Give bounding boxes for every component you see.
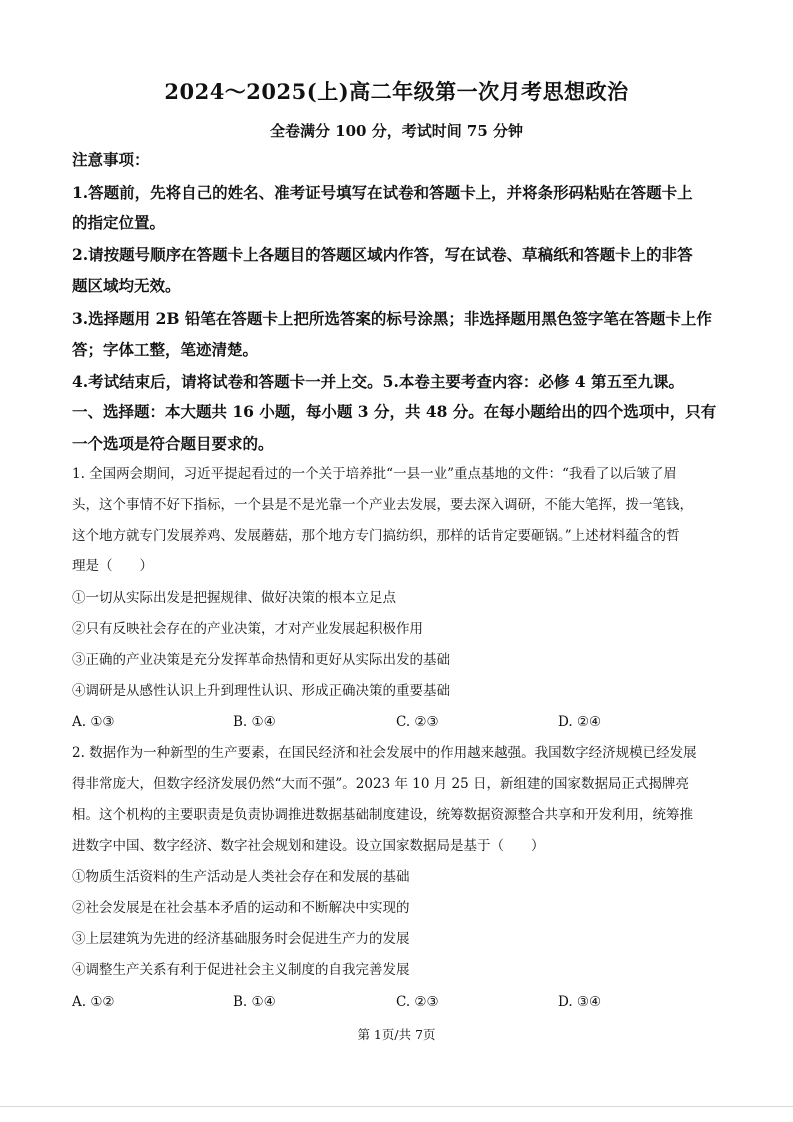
- option-d: D. ②④: [558, 714, 602, 730]
- section-heading: 一个选项是符合题目要求的。: [72, 434, 274, 453]
- bottom-divider: [0, 1106, 793, 1107]
- option-b: B. ①④: [233, 714, 276, 730]
- notes-line: 题区域均无效。: [72, 276, 181, 295]
- question-statement: ③正确的产业决策是充分发挥革命热情和更好从实际出发的基础: [72, 652, 450, 668]
- section-heading: 一、选择题：本大题共 16 小题，每小题 3 分，共 48 分。在每小题给出的四个选项中，只有: [72, 402, 717, 421]
- option-a: A. ①③: [72, 714, 115, 730]
- option-c: C. ②③: [396, 994, 439, 1010]
- question-stem-line: 得非常庞大，但数字经济发展仍然“大而不强”。2023 年 10 月 25 日，新组建的国家数据局正式揭牌亮: [72, 776, 689, 792]
- question-statement: ②只有反映社会存在的产业决策，才对产业发展起积极作用: [72, 621, 423, 637]
- notes-line: 3.选择题用 2B 铅笔在答题卡上把所选答案的标号涂黑；非选择题用黑色签字笔在答题卡上作: [72, 309, 712, 328]
- question-statement: ①一切从实际出发是把握规律、做好决策的根本立足点: [72, 590, 396, 606]
- question-stem-line: 这个地方就专门发展养鸡、发展蘑菇，那个地方专门搞纺织，那样的话肯定要砸锅。”上述材料蕴含的哲: [72, 528, 680, 544]
- notes-line: 1.答题前，先将自己的姓名、准考证号填写在试卷和答题卡上，并将条形码粘贴在答题卡上: [72, 183, 693, 202]
- option-b: B. ①④: [233, 994, 276, 1010]
- exam-title: 2024～2025(上)高二年级第一次月考思想政治: [164, 79, 629, 104]
- page-footer: 第 1页/共 7页: [357, 1027, 436, 1042]
- question-statement: ④调整生产关系有利于促进社会主义制度的自我完善发展: [72, 962, 410, 978]
- notes-line: 4.考试结束后，请将试卷和答题卡一并上交。5.本卷主要考查内容：必修 4 第五至九课。: [72, 372, 684, 391]
- notes-line: 2.请按题号顺序在答题卡上各题目的答题区域内作答，写在试卷、草稿纸和答题卡上的非答: [72, 245, 693, 264]
- question-statement: ①物质生活资料的生产活动是人类社会存在和发展的基础: [72, 869, 410, 885]
- question-stem-line: 头，这个事情不好下指标，一个县是不是光靠一个产业去发展，要去深入调研，不能大笔挥，拨一笔钱，: [72, 497, 693, 513]
- option-d: D. ③④: [558, 994, 602, 1010]
- option-c: C. ②③: [396, 714, 439, 730]
- notes-heading: 注意事项：: [72, 150, 150, 169]
- exam-subtitle: 全卷满分 100 分，考试时间 75 分钟: [269, 122, 524, 140]
- question-stem-line: 进数字中国、数字经济、数字社会规划和建设。设立国家数据局是基于（ ）: [72, 838, 545, 854]
- notes-line: 的指定位置。: [72, 213, 166, 232]
- notes-line: 答；字体工整，笔迹清楚。: [72, 340, 259, 359]
- question-statement: ③上层建筑为先进的经济基础服务时会促进生产力的发展: [72, 931, 410, 947]
- question-stem-line: 2. 数据作为一种新型的生产要素，在国民经济和社会发展中的作用越来越强。我国数字经济规模已经发展: [72, 745, 697, 761]
- question-stem-line: 1. 全国两会期间，习近平提起看过的一个关于培养批“一县一业”重点基地的文件：“我看了以后皱了眉: [72, 466, 677, 482]
- question-stem-line: 相。这个机构的主要职责是负责协调推进数据基础制度建设，统筹数据资源整合共享和开发利用，统筹推: [72, 807, 693, 823]
- question-stem-line: 理是（ ）: [72, 558, 153, 574]
- option-a: A. ①②: [72, 994, 115, 1010]
- question-statement: ④调研是从感性认识上升到理性认识、形成正确决策的重要基础: [72, 683, 450, 699]
- question-statement: ②社会发展是在社会基本矛盾的运动和不断解决中实现的: [72, 900, 410, 916]
